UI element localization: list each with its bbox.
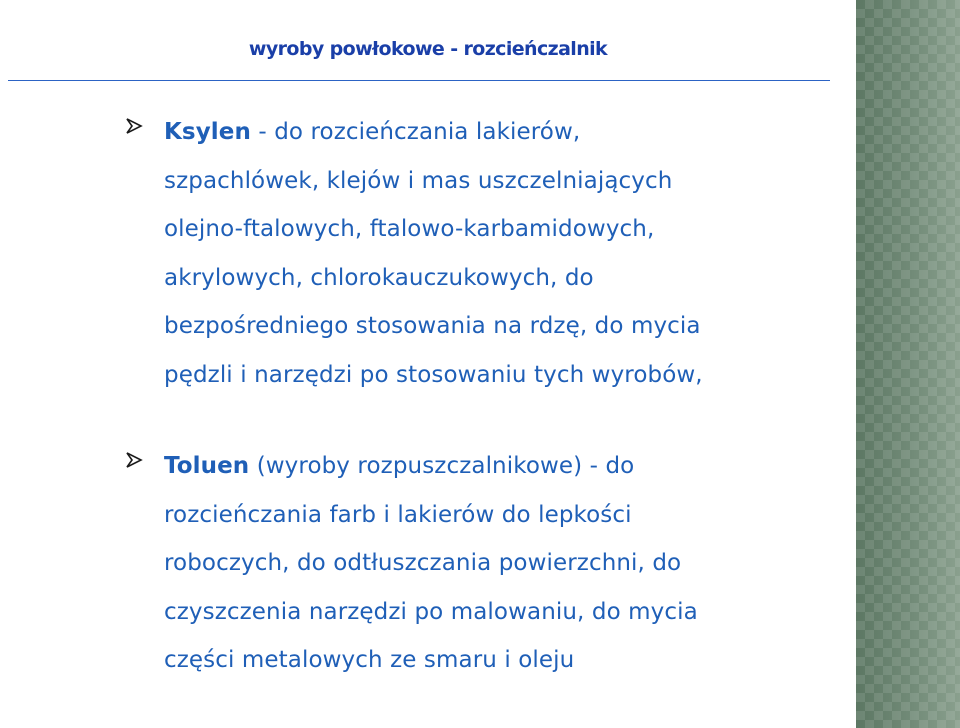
bullet-line: rozcieńczania farb i lakierów do lepkości [164, 501, 632, 528]
arrow-bullet-icon [124, 450, 144, 470]
bullet-line: części metalowych ze smaru i oleju [164, 647, 575, 673]
bullet-term: Ksylen [164, 119, 251, 145]
bullet-line: pędzli i narzędzi po stosowaniu tych wyrobów, [164, 361, 703, 388]
bullet-line: bezpośredniego stosowania na rdzę, do mycia [164, 313, 701, 339]
bullet-line-text: (wyroby rozpuszczalnikowe) - do [249, 453, 635, 479]
bullet-item-toluen [124, 442, 824, 685]
decorative-side-panel [856, 0, 960, 728]
bullet-text [164, 442, 824, 685]
bullet-line [164, 108, 824, 157]
title-underline [8, 80, 830, 81]
bullet-text [164, 108, 824, 399]
arrow-bullet-icon [124, 116, 144, 136]
bullet-line: czyszczenia narzędzi po malowaniu, do mycia [164, 598, 698, 625]
bullet-line: olejno-ftalowych, ftalowo-karbamidowych, [164, 216, 655, 242]
bullet-item-ksylen [124, 108, 824, 399]
bullet-line [164, 442, 824, 491]
bullet-line: roboczych, do odtłuszczania powierzchni, do [164, 550, 682, 576]
bullet-term: Toluen [164, 453, 250, 479]
bullet-line-text: - do rozcieńczania lakierów, [250, 119, 581, 145]
slide-title: wyroby powłokowe - rozcieńczalnik [248, 38, 608, 60]
bullet-line: akrylowych, chlorokauczukowych, do [164, 264, 594, 291]
bullet-line: szpachlówek, klejów i mas uszczelniających [164, 167, 673, 194]
